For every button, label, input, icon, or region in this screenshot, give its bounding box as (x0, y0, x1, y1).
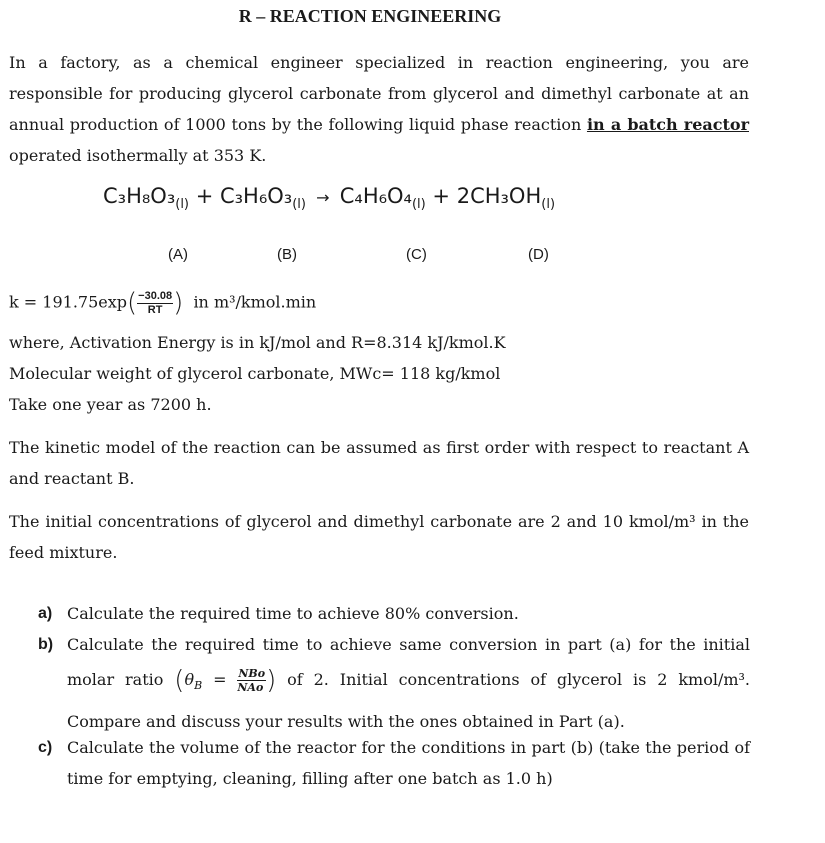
state-b: (l) (292, 197, 306, 213)
question-b-line2 (67, 660, 750, 706)
reactant-a: C₃H₈O₃ (103, 184, 176, 208)
exponent-numerator: −30.08 (138, 289, 173, 302)
label-a: (A) (168, 246, 188, 263)
question-a-mark: a) (38, 605, 53, 622)
question-b-line1: Calculate the required time to achieve same conversion in part (a) for the initial (67, 635, 750, 654)
theta-symbol: θ (184, 670, 195, 689)
rate-constant-prefix: k = 191.75exp (9, 292, 127, 312)
state-a: (l) (175, 197, 190, 213)
reaction-equation (103, 184, 555, 212)
plus-sign: + (189, 184, 220, 208)
theta-subscript: B (194, 679, 203, 693)
year-line: Take one year as 7200 h. (9, 395, 212, 414)
page-title: R – REACTION ENGINEERING (238, 6, 502, 26)
left-paren: ( (127, 288, 138, 318)
question-b-mark: b) (38, 636, 54, 653)
plus-sign-2: + (425, 184, 457, 208)
molar-ratio-label: molar ratio (67, 670, 175, 689)
theta-right-paren: ) (266, 665, 277, 696)
question-a (38, 598, 750, 629)
rate-constant (9, 288, 316, 318)
state-c: (l) (411, 197, 426, 213)
equals-sign: = (202, 670, 238, 689)
molar-ratio-denominator: NAo (237, 681, 264, 694)
exponent-fraction (137, 290, 173, 317)
molecular-weight-line: Molecular weight of glycerol carbonate, MWc= 118 kg/kmol (9, 364, 501, 383)
product-c: C₄H₆O₄ (339, 184, 412, 208)
intro-text-end: operated isothermally at 353 K. (9, 146, 267, 165)
label-b: (B) (277, 246, 297, 263)
state-d: (l) (541, 197, 556, 213)
exponent-denominator: RT (147, 303, 163, 316)
reactant-b: C₃H₆O₃ (219, 184, 293, 208)
label-d: (D) (528, 246, 549, 263)
activation-energy-line: where, Activation Energy is in kJ/mol and R=8.314 kJ/kmol.K (9, 333, 506, 352)
question-c-text: Calculate the volume of the reactor for the conditions in part (b) (take the period of time for emptying, cleaning, filling after one batch as 1.0 h) (67, 738, 750, 788)
product-d: 2CH₃OH (456, 184, 542, 208)
molar-ratio-rest: of 2. Initial concentrations of glycerol is 2 kmol/m³. (276, 670, 750, 689)
batch-reactor-emphasis: in a batch reactor (586, 115, 749, 134)
reaction-arrow: → (305, 188, 340, 207)
rate-constant-units: in m³/kmol.min (193, 292, 317, 312)
right-paren: ) (173, 288, 184, 318)
kinetic-model-paragraph: The kinetic model of the reaction can be assumed as first order with respect to reactant A and reactant B. (9, 438, 749, 488)
label-c: (C) (406, 246, 427, 263)
theta-left-paren: ( (174, 665, 185, 696)
question-b-line3: Compare and discuss your results with the ones obtained in Part (a). (67, 712, 625, 732)
question-a-text: Calculate the required time to achieve 80% conversion. (67, 604, 519, 623)
molar-ratio-numerator: NBo (238, 667, 266, 680)
intro-paragraph (9, 47, 749, 171)
molar-ratio-fraction (237, 667, 266, 694)
question-b (38, 629, 750, 737)
initial-concentrations-paragraph: The initial concentrations of glycerol and dimethyl carbonate are 2 and 10 kmol/m³ in the feed mixture. (9, 512, 749, 562)
question-c-mark: c) (38, 739, 53, 756)
intro-text: In a factory, as a chemical engineer specialized in reaction engineering, you are responsible for producing glycerol carbonate from glycerol and dimethyl carbonate at an annual production of 1000 tons by the following liquid phase reaction (9, 53, 749, 134)
question-c (38, 732, 750, 794)
